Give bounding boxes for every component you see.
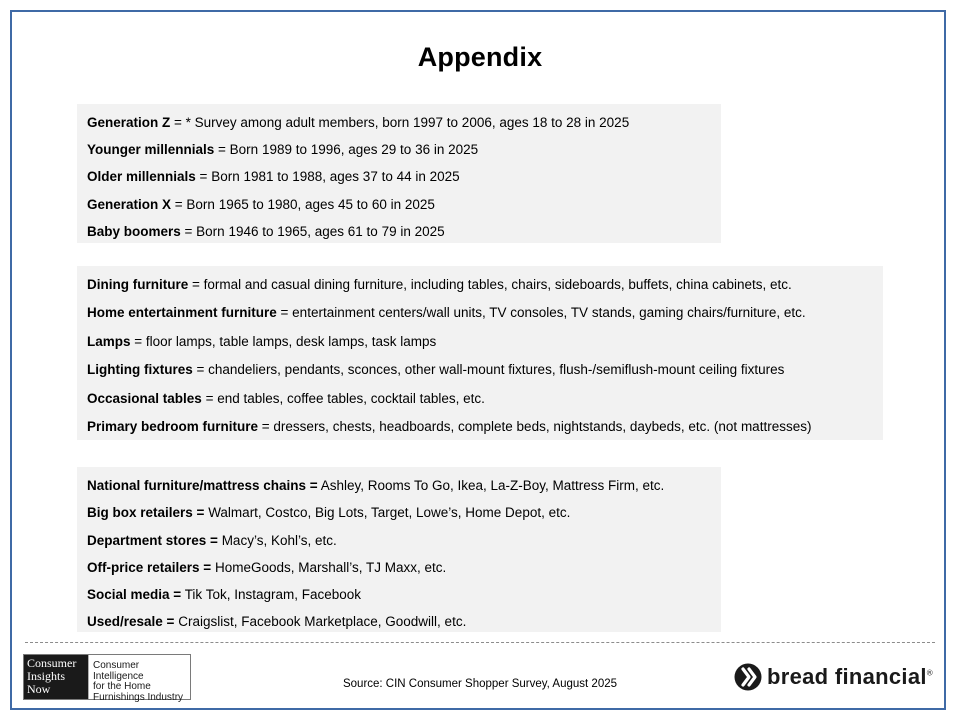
definition-term: Lighting fixtures (87, 362, 193, 378)
definition-description: Born 1965 to 1980, ages 45 to 60 in 2025 (186, 196, 435, 212)
retailer-definition-row (87, 581, 711, 608)
definition-description: entertainment centers/wall units, TV consoles, TV stands, gaming chairs/furniture, etc. (292, 305, 806, 321)
category-definition-row (87, 271, 873, 299)
definition-separator: = (188, 277, 204, 292)
retailers-definitions-box (77, 467, 721, 632)
category-definition-row (87, 299, 873, 327)
retailer-definition-row (87, 499, 711, 526)
definition-description: chandeliers, pendants, sconces, other wall-mount fixtures, flush-/semiflush-mount ceiling fixtures (208, 362, 785, 378)
definition-term: Younger millennials (87, 142, 215, 158)
generation-definition-row (87, 109, 711, 136)
definition-description: * Survey among adult members, born 1997 to 2006, ages 18 to 28 in 2025 (185, 115, 630, 130)
retailer-definition-row (87, 608, 711, 635)
definition-term: National furniture/mattress chains = (87, 478, 318, 493)
bread-financial-wordmark: bread financial® (767, 664, 933, 689)
definition-term: Department stores = (87, 532, 218, 548)
definition-description: dressers, chests, headboards, complete beds, nightstands, daybeds, etc. (not mattresses) (273, 418, 812, 434)
category-definition-row (87, 413, 873, 441)
definition-term: Older millennials (87, 169, 196, 185)
definition-separator: = (201, 390, 218, 406)
definition-separator: = (195, 169, 212, 185)
definition-description: Born 1981 to 1988, ages 37 to 44 in 2025 (211, 169, 460, 185)
retailer-definition-row (87, 472, 711, 499)
definition-term: Lamps (87, 333, 131, 349)
cin-logo (23, 654, 191, 703)
page-title: Appendix (417, 42, 543, 72)
generation-definition-row (87, 191, 711, 218)
cin-logo-wordmark: Consumer Insights Now (24, 655, 88, 699)
definition-description: formal and casual dining furniture, including tables, chairs, sideboards, buffets, china cabinets, etc. (203, 277, 792, 292)
definition-separator: = (276, 305, 293, 321)
category-definition-row (87, 328, 873, 356)
retailer-definition-row (87, 554, 711, 581)
definition-term: Generation X (87, 196, 172, 212)
definition-description: Macy’s, Kohl’s, etc. (221, 532, 337, 548)
definition-term: Used/resale = (87, 614, 175, 630)
definition-term: Occasional tables (87, 390, 202, 406)
definition-description: Tik Tok, Instagram, Facebook (184, 587, 362, 603)
generation-definition-row (87, 136, 711, 163)
definition-separator: = (180, 223, 197, 239)
definition-separator: = (192, 362, 209, 378)
definition-term: Baby boomers (87, 223, 181, 239)
definition-description: floor lamps, table lamps, desk lamps, task lamps (145, 333, 437, 349)
source-note: Source: CIN Consumer Shopper Survey, August 2025 (342, 678, 618, 690)
definition-term: Home entertainment furniture (87, 305, 277, 321)
definition-description: Ashley, Rooms To Go, Ikea, La-Z-Boy, Mattress Firm, etc. (320, 478, 665, 493)
definition-description: Walmart, Costco, Big Lots, Target, Lowe’s, Home Depot, etc. (208, 505, 571, 521)
definition-description: HomeGoods, Marshall’s, TJ Maxx, etc. (214, 559, 447, 575)
definition-term: Big box retailers = (87, 505, 205, 521)
bread-financial-logo (734, 662, 933, 692)
definition-separator: = (171, 196, 187, 212)
definition-term: Social media = (87, 587, 182, 603)
generations-definitions-box (77, 104, 721, 243)
definition-separator: = (170, 115, 186, 130)
definition-term: Dining furniture (87, 277, 189, 292)
definition-term: Off-price retailers = (87, 559, 212, 575)
bread-financial-mark-icon (734, 663, 762, 691)
category-definition-row (87, 356, 873, 384)
retailer-definition-row (87, 527, 711, 554)
definition-description: Born 1946 to 1965, ages 61 to 79 in 2025 (196, 223, 445, 239)
category-definition-row (87, 385, 873, 413)
definition-separator: = (130, 333, 146, 349)
footer-divider (25, 642, 935, 643)
generation-definition-row (87, 218, 711, 245)
definition-description: end tables, coffee tables, cocktail tables, etc. (217, 390, 485, 406)
definition-separator: = (214, 142, 230, 158)
categories-definitions-box (77, 266, 883, 440)
cin-logo-tagline: Consumer Intelligence for the Home Furnishings Industry (88, 655, 190, 699)
definition-separator: = (258, 418, 274, 434)
definition-description: Born 1989 to 1996, ages 29 to 36 in 2025 (229, 142, 479, 158)
definition-term: Generation Z (87, 115, 171, 130)
definition-term: Primary bedroom furniture (87, 418, 259, 434)
generation-definition-row (87, 163, 711, 190)
definition-description: Craigslist, Facebook Marketplace, Goodwill, etc. (178, 614, 467, 630)
